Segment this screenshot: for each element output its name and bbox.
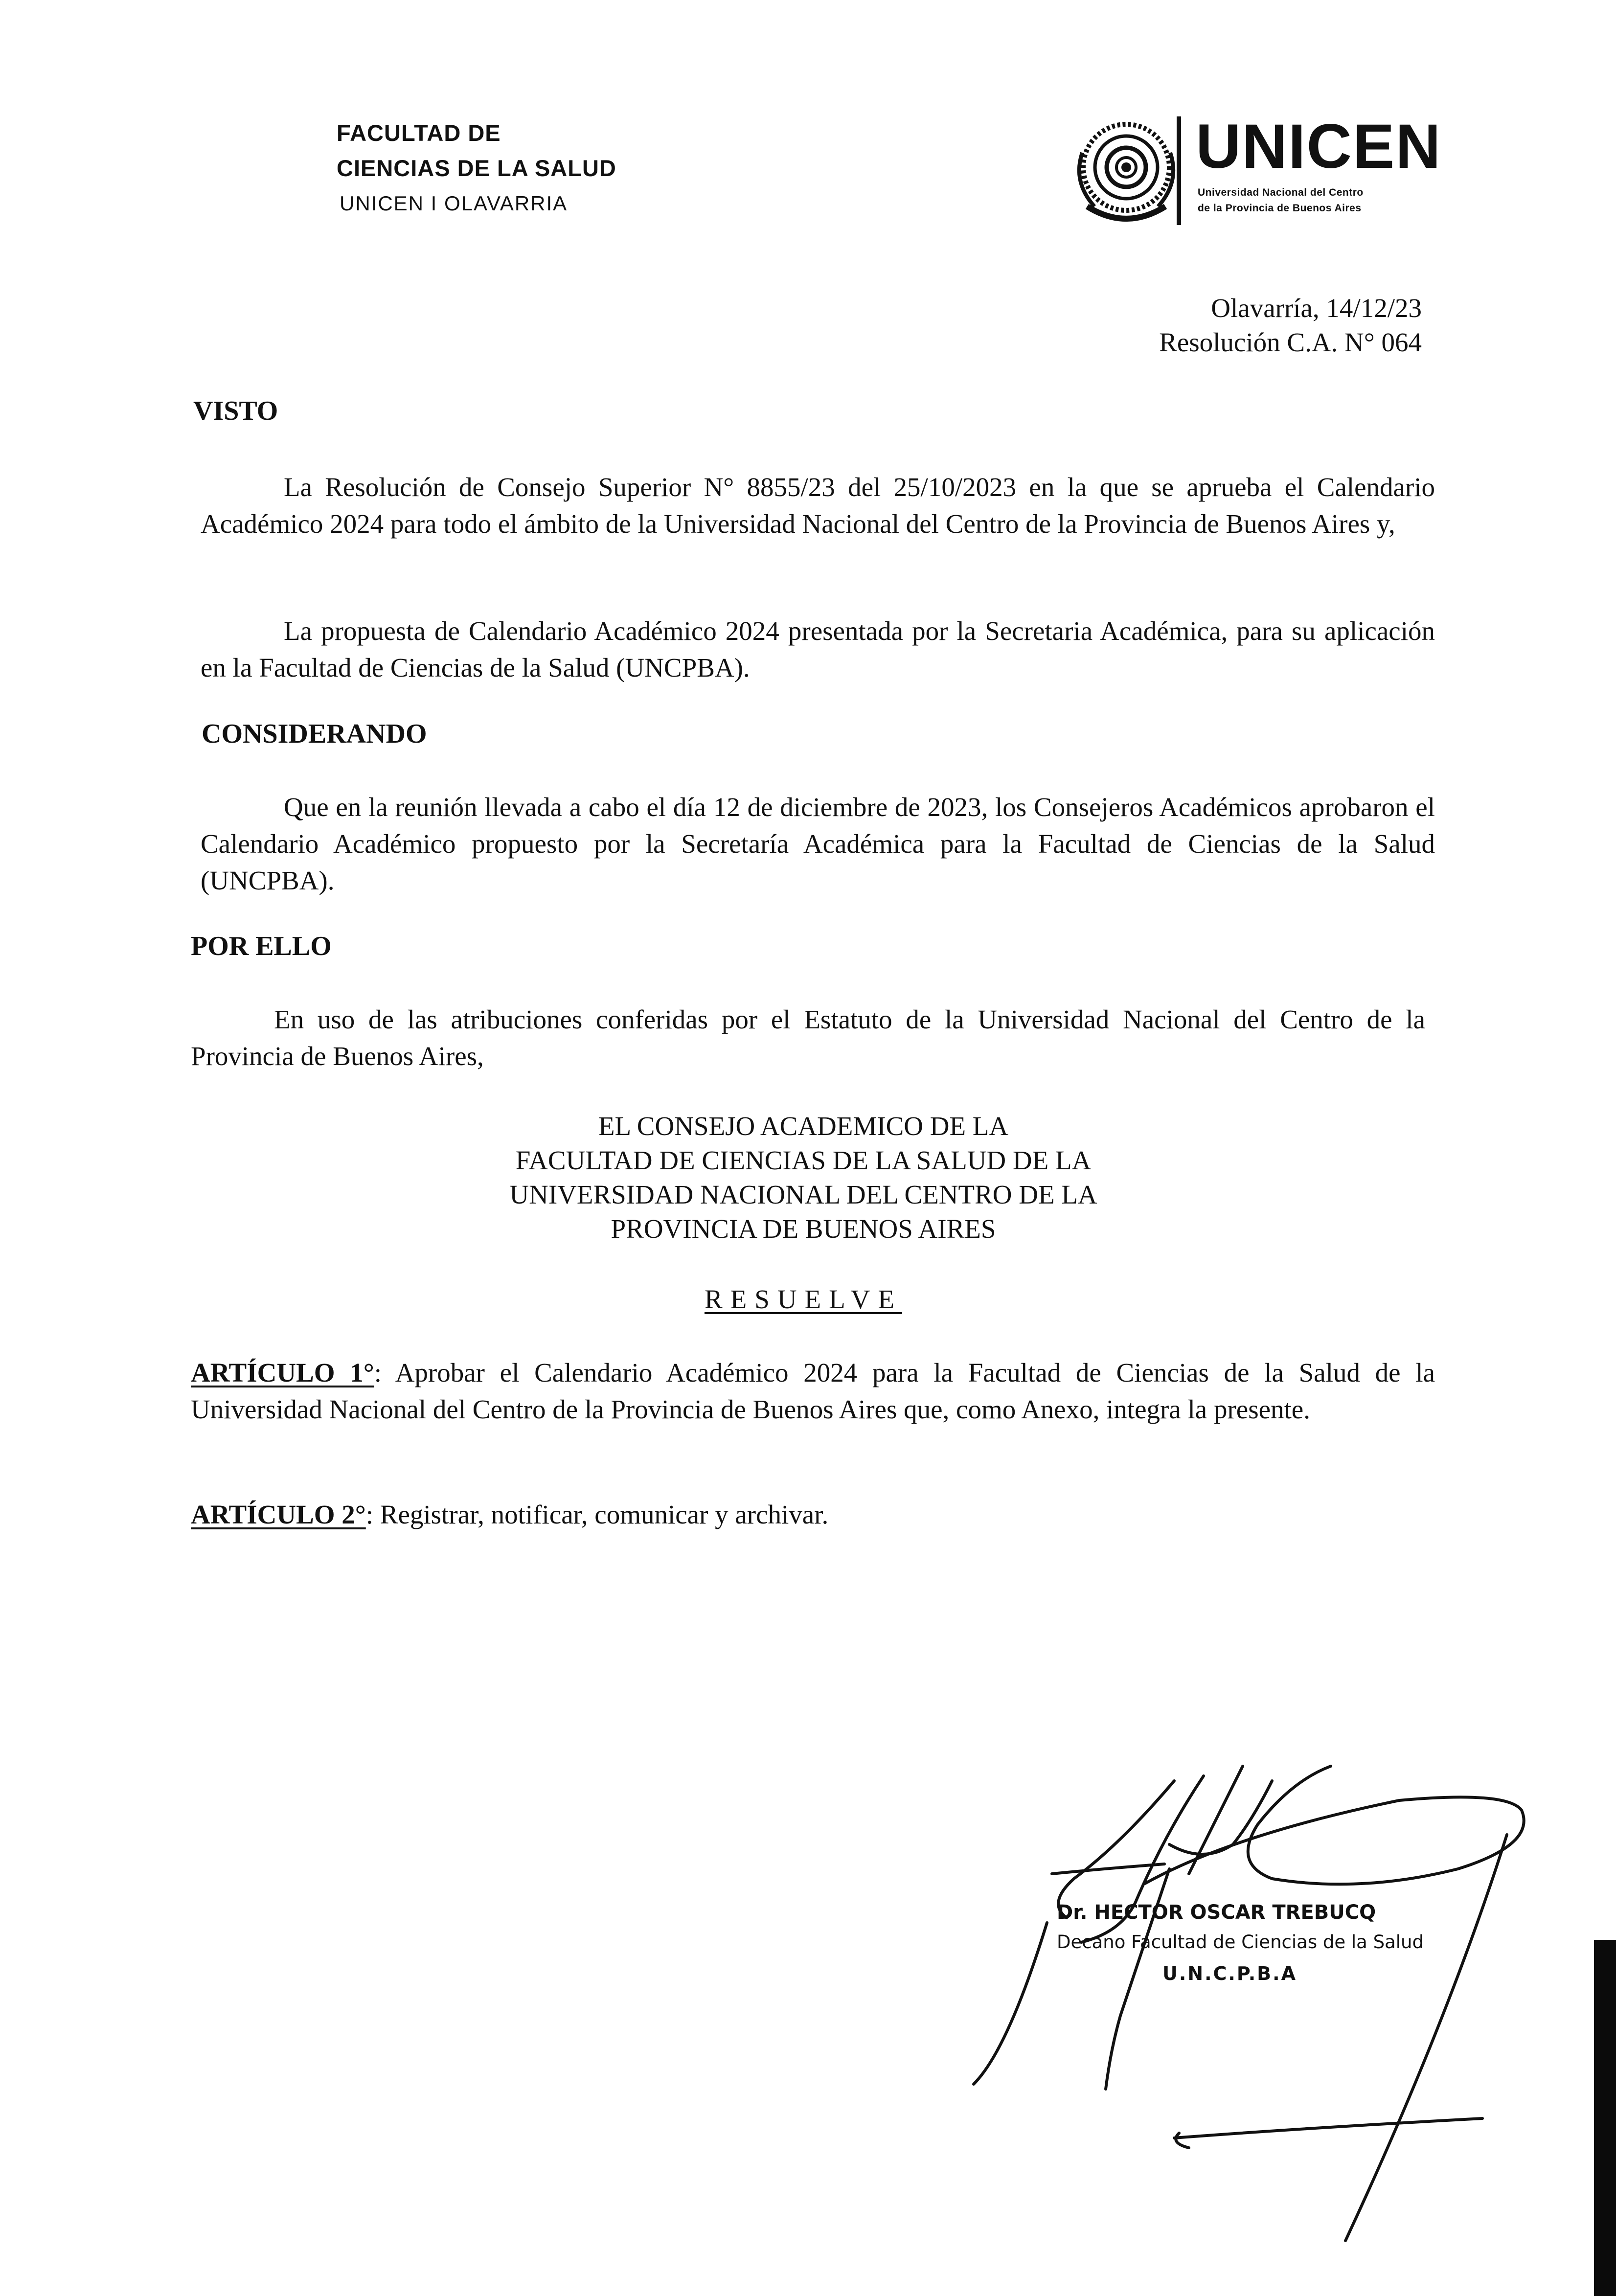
article-1 bbox=[191, 1354, 1435, 1428]
handwritten-signature bbox=[959, 1747, 1546, 2251]
faculty-name-line1: FACULTAD DE bbox=[337, 120, 501, 146]
university-seal-icon bbox=[1068, 114, 1185, 231]
faculty-location: UNICEN I OLAVARRIA bbox=[340, 192, 568, 215]
logo-divider bbox=[1177, 116, 1181, 225]
council-line-2: FACULTAD DE CIENCIAS DE LA SALUD DE LA bbox=[515, 1145, 1092, 1175]
considerando-heading: CONSIDERANDO bbox=[202, 719, 427, 749]
logo-subtext-line2: de la Provincia de Buenos Aires bbox=[1198, 203, 1362, 214]
article-2 bbox=[191, 1496, 1435, 1533]
por-ello-paragraph: En uso de las atribuciones conferidas por el Estatuto de la Universidad Nacional del Centro de la Provincia de Buenos Aires, bbox=[191, 1004, 1425, 1071]
logo-subtext-line1: Universidad Nacional del Centro bbox=[1198, 187, 1364, 198]
visto-paragraph-2: La propuesta de Calendario Académico 2024 presentada por la Secretaria Académica, para su aplicación en la Facultad de Ciencias de la Salud (UNCPBA). bbox=[201, 616, 1435, 682]
unicen-logo-text: UNICEN bbox=[1196, 112, 1442, 182]
resuelve-text: RESUELVE bbox=[704, 1284, 903, 1314]
article-2-label: ARTÍCULO 2° bbox=[191, 1500, 366, 1529]
visto-paragraph-1: La Resolución de Consejo Superior N° 8855/23 del 25/10/2023 en la que se aprueba el Calendario Académico 2024 para todo el ámbito de la Universidad Nacional del Centro de la Provincia de Buenos Aires y, bbox=[201, 472, 1435, 539]
council-line-3: UNIVERSIDAD NACIONAL DEL CENTRO DE LA bbox=[509, 1180, 1097, 1209]
por-ello-heading: POR ELLO bbox=[191, 931, 332, 961]
article-1-label: ARTÍCULO 1° bbox=[191, 1358, 374, 1387]
council-line-1: EL CONSEJO ACADEMICO DE LA bbox=[598, 1111, 1009, 1141]
scan-edge-bar bbox=[1594, 1940, 1616, 2296]
signer-name-stamp: Dr. HECTOR OSCAR TREBUCQ bbox=[1057, 1901, 1376, 1924]
signer-title-stamp: Decano Facultad de Ciencias de la Salud bbox=[1057, 1932, 1424, 1953]
article-2-text: : Registrar, notificar, comunicar y archivar. bbox=[365, 1500, 829, 1529]
faculty-name-line2: CIENCIAS DE LA SALUD bbox=[337, 155, 616, 181]
resuelve-heading bbox=[314, 1281, 1293, 1318]
resolution-number: Resolución C.A. N° 064 bbox=[1159, 327, 1422, 357]
considerando-paragraph: Que en la reunión llevada a cabo el día 12 de diciembre de 2023, los Consejeros Académicos aprobaron el Calendario Académico propuesto por la Secretaría Académica para la Facultad de Ciencias de la Salud (UNCPBA). bbox=[201, 792, 1435, 895]
article-1-text: : Aprobar el Calendario Académico 2024 para la Facultad de Ciencias de la Salud de la Universidad Nacional del Centro de la Provincia de Buenos Aires que, como Anexo, integra la presente. bbox=[191, 1358, 1435, 1424]
visto-heading: VISTO bbox=[193, 396, 278, 426]
place-date: Olavarría, 14/12/23 bbox=[1211, 293, 1422, 323]
institution-stamp: U.N.C.P.B.A bbox=[1162, 1963, 1297, 1984]
council-line-4: PROVINCIA DE BUENOS AIRES bbox=[611, 1214, 996, 1244]
